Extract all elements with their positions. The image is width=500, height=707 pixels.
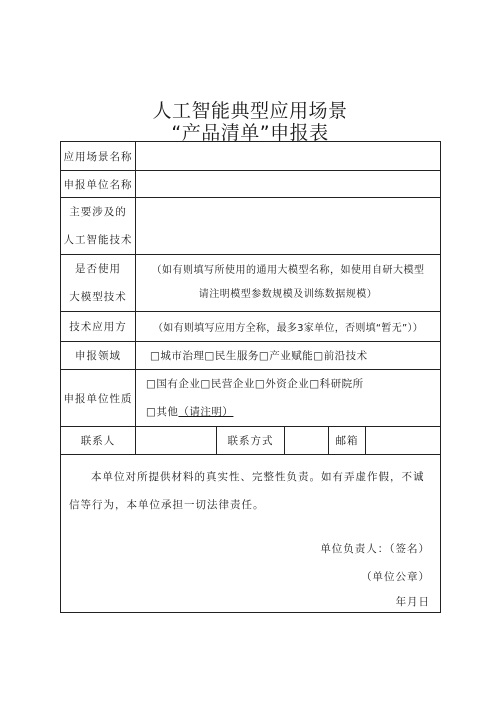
field-contact[interactable]	[136, 427, 217, 455]
nature-other-note: （请注明）	[178, 406, 234, 418]
label-unit-name: 申报单位名称	[61, 171, 136, 198]
row-large-model	[61, 255, 441, 312]
label-large-model-line2: 大模型技术	[69, 291, 127, 303]
label-email: 邮箱	[329, 427, 366, 455]
row-contact	[61, 427, 441, 455]
date-line: 年月日	[395, 596, 431, 608]
nature-other: □其他	[146, 406, 179, 418]
label-large-model	[61, 255, 136, 312]
field-email[interactable]	[366, 427, 441, 455]
nature-other-line	[146, 398, 440, 426]
form-title-line1: 人工智能典型应用场景	[152, 100, 348, 122]
application-form-table	[60, 141, 441, 613]
row-ai-tech	[61, 198, 441, 255]
label-unit-nature: 申报单位性质	[61, 370, 136, 427]
field-large-model[interactable]	[136, 255, 441, 312]
field-unit-nature[interactable]	[136, 370, 441, 427]
label-ai-tech-line1: 主要涉及的	[69, 206, 127, 218]
field-ai-tech[interactable]	[136, 198, 441, 255]
signature-line: 单位负责人：（签名）	[320, 543, 431, 555]
label-applicant: 技术应用方	[61, 312, 136, 342]
row-applicant	[61, 312, 441, 342]
field-options[interactable]: □城市治理□民生服务□产业赋能□前沿技术	[136, 342, 441, 370]
form-title-line2: “产品清单”申报表	[171, 122, 329, 144]
label-contact: 联系人	[61, 427, 136, 455]
declaration-text: 本单位对所提供材料的真实性、完整性负责。如有弄虚作假，不诚信等行为，本单位承担一切法律责任。	[69, 471, 425, 511]
row-declaration	[61, 455, 441, 613]
field-contact-method[interactable]	[285, 427, 329, 455]
nature-options: □国有企业□民营企业□外资企业□科研院所	[146, 378, 364, 390]
label-ai-tech	[61, 198, 136, 255]
large-model-hint-line1: （如有则填写所使用的通用大模型名称，如使用自研大模型	[151, 265, 425, 276]
label-contact-method: 联系方式	[217, 427, 285, 455]
seal-line: （单位公章）	[361, 571, 431, 583]
row-scene-name	[61, 142, 441, 171]
field-scene-name[interactable]	[136, 142, 441, 171]
label-scene-name: 应用场景名称	[61, 142, 136, 171]
row-unit-name	[61, 171, 441, 198]
field-unit-name[interactable]	[136, 171, 441, 198]
declaration-cell	[61, 455, 441, 613]
row-field	[61, 342, 441, 370]
large-model-hint-line2: 请注明模型参数规模及训练数据规模）	[198, 289, 378, 300]
label-large-model-line1: 是否使用	[75, 263, 121, 275]
field-applicant[interactable]: （如有则填写应用方全称，最多3家单位，否则填“暂无”））	[136, 312, 441, 342]
label-ai-tech-line2: 人工智能技术	[63, 234, 133, 246]
label-field: 申报领域	[61, 342, 136, 370]
row-unit-nature	[61, 370, 441, 427]
